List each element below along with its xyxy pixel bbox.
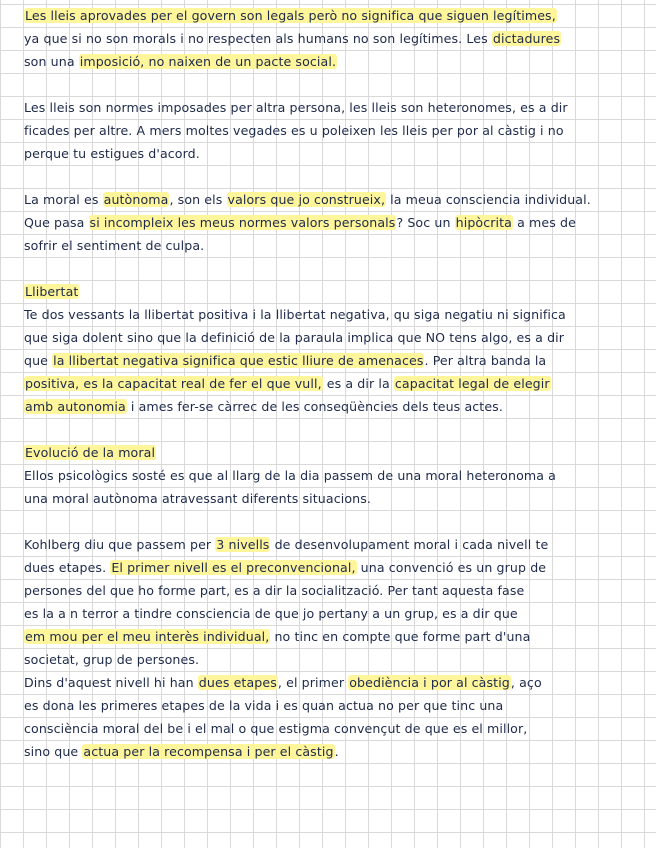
paragraph-moral-autonoma	[24, 188, 646, 257]
text-segment: que siga dolent sino que la definició de la paraula implica que NO tens algo, es a dir	[24, 330, 565, 345]
text-line	[24, 188, 646, 211]
text-segment: societat, grup de persones.	[24, 652, 200, 667]
highlighted-text: si incompleix les meus normes valors personals	[89, 215, 396, 230]
text-segment: a mes de	[512, 215, 576, 230]
text-segment: una convenció es un grup de	[356, 560, 547, 575]
text-line	[24, 464, 646, 487]
text-line	[24, 579, 646, 602]
text-segment: Te dos vessants la llibertat positiva i la llibertat negativa, qu siga negatiu ni significa	[24, 307, 566, 322]
highlighted-text: dictadures	[492, 31, 561, 46]
text-line	[24, 119, 646, 142]
text-segment: no tinc en compte que forme part d'una	[270, 629, 531, 644]
text-line	[24, 349, 646, 372]
highlighted-text: capacitat legal de elegir	[394, 376, 550, 391]
highlighted-text: la llibertat negativa significa que estic lliure de amenaces	[53, 353, 424, 368]
text-line	[24, 556, 646, 579]
text-segment: .	[334, 744, 339, 759]
text-segment: ya que si no son morals i no respecten als humans no son legítimes. Les	[24, 31, 492, 46]
text-segment: consciència moral del be i el mal o que estigma convençut de que es el millor,	[24, 721, 528, 736]
text-line	[24, 303, 646, 326]
text-line	[24, 50, 646, 73]
text-segment: dues etapes.	[24, 560, 111, 575]
highlighted-text: amb autonomia	[25, 399, 126, 414]
text-line	[24, 211, 646, 234]
text-line	[24, 487, 646, 510]
text-line	[24, 740, 646, 763]
section-llibertat	[24, 280, 646, 418]
text-segment: , el primer	[277, 675, 349, 690]
text-line	[24, 96, 646, 119]
highlighted-text: Llibertat	[25, 284, 79, 299]
text-segment: Kohlberg diu que passem per	[24, 537, 216, 552]
text-segment: ficades per altre. A mers moltes vegades es u poleixen les lleis per por al càstig i no	[24, 123, 564, 138]
text-segment: Que pasa	[24, 215, 89, 230]
text-segment: ? Soc un	[396, 215, 455, 230]
text-segment: . Per altra banda la	[424, 353, 547, 368]
text-segment: , son els	[169, 192, 227, 207]
highlighted-text: obediència i por al càstig	[349, 675, 510, 690]
text-segment: sofrir el sentiment de culpa.	[24, 238, 205, 253]
highlighted-text: em mou per el meu interès individual,	[25, 629, 270, 644]
text-segment: una moral autònoma atravessant diferents situacions.	[24, 491, 371, 506]
text-segment: , aço	[510, 675, 542, 690]
text-segment: Les lleis son normes imposades per altra persona, les lleis son heteronomes, es a dir	[24, 100, 568, 115]
highlighted-text: hipòcrita	[455, 215, 512, 230]
text-line	[24, 648, 646, 671]
text-segment: es a dir la	[322, 376, 394, 391]
text-segment: es dona les primeres etapes de la vida i es quan actua no per que tinc una	[24, 698, 504, 713]
text-line	[24, 4, 646, 27]
text-segment: son una	[24, 54, 79, 69]
text-segment: es la a n terror a tindre consciencia de que jo pertany a un grup, es a dir que	[24, 606, 518, 621]
text-segment: sino que	[24, 744, 83, 759]
highlighted-text: valors que jo construeix,	[227, 192, 386, 207]
paragraph-lleis-heteronomes	[24, 96, 646, 165]
text-segment: Ellos psicològics sosté es que al llarg de la dia passem de una moral heteronoma a	[24, 468, 556, 483]
highlighted-text: Les lleis aprovades per el govern son legals però no significa que siguen legítimes,	[25, 8, 556, 23]
text-line	[24, 372, 646, 395]
text-line	[24, 441, 646, 464]
highlighted-text: 3 nivells	[216, 537, 270, 552]
paragraph-lleis-legitimes	[24, 4, 646, 73]
text-line	[24, 717, 646, 740]
text-line	[24, 27, 646, 50]
text-line	[24, 533, 646, 556]
text-segment: perque tu estigues d'acord.	[24, 146, 200, 161]
text-line	[24, 234, 646, 257]
highlighted-text: dues etapes	[198, 675, 277, 690]
text-segment: Dins d'aquest nivell hi han	[24, 675, 198, 690]
text-line	[24, 625, 646, 648]
highlighted-text: positiva, es la capacitat real de fer el que vull,	[25, 376, 322, 391]
text-line	[24, 142, 646, 165]
highlighted-text: Evolució de la moral	[25, 445, 156, 460]
text-segment: La moral es	[24, 192, 103, 207]
text-line	[24, 326, 646, 349]
text-segment: de desenvolupament moral i cada nivell te	[270, 537, 549, 552]
text-segment: persones del que ho forme part, es a dir la socialització. Per tant aquesta fase	[24, 583, 525, 598]
text-line	[24, 395, 646, 418]
highlighted-text: autònoma	[103, 192, 169, 207]
text-line	[24, 671, 646, 694]
highlighted-text: actua per la recompensa i per el càstig	[83, 744, 334, 759]
section-evolucio-moral	[24, 441, 646, 510]
text-line	[24, 602, 646, 625]
text-segment: la meua consciencia individual.	[386, 192, 591, 207]
text-line	[24, 280, 646, 303]
text-line	[24, 694, 646, 717]
highlighted-text: El primer nivell es el preconvencional,	[111, 560, 356, 575]
paragraph-kohlberg	[24, 533, 646, 763]
text-segment: que	[24, 353, 53, 368]
highlighted-text: imposició, no naixen de un pacte social.	[79, 54, 337, 69]
text-segment: i ames fer-se càrrec de les conseqüències dels teus actes.	[126, 399, 503, 414]
